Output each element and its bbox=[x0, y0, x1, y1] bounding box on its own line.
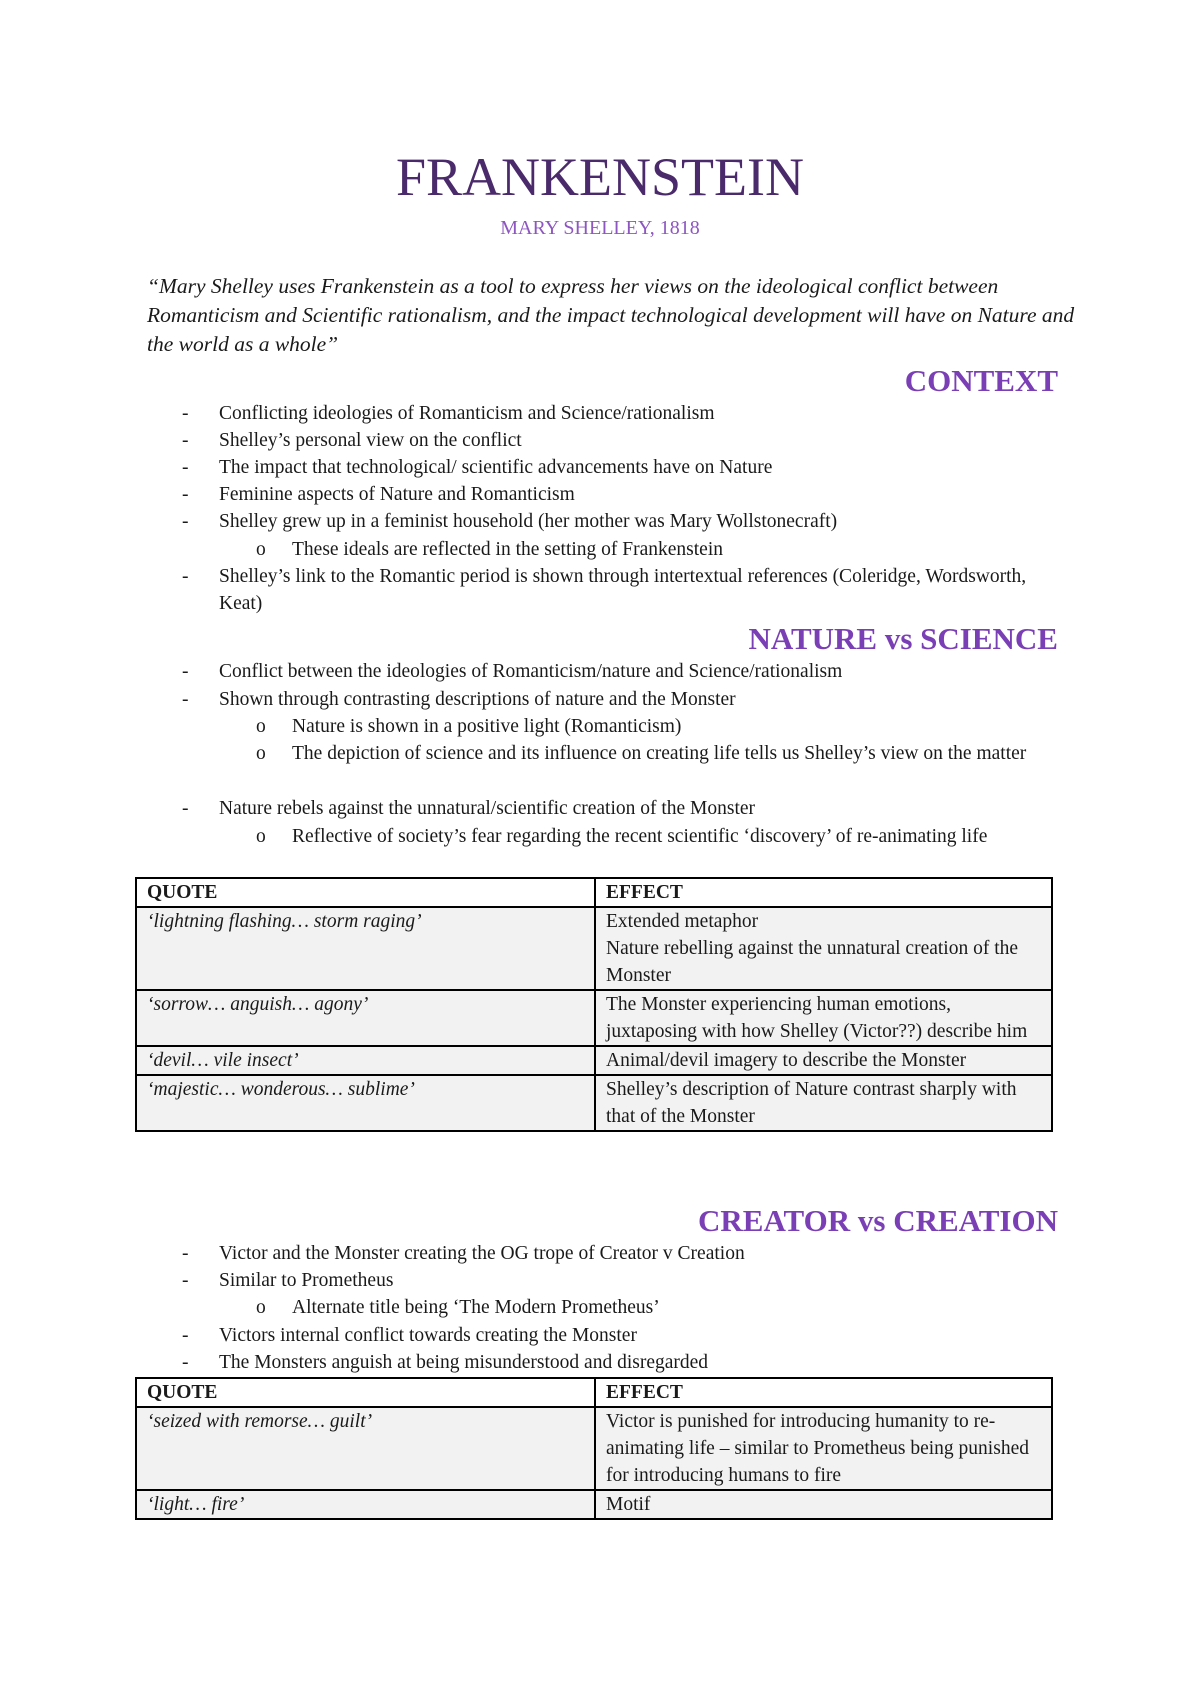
effect-cell: Animal/devil imagery to describe the Monster bbox=[595, 1046, 1052, 1075]
list-bullet: - bbox=[182, 403, 189, 424]
list-item: Feminine aspects of Nature and Romanticism bbox=[219, 484, 575, 505]
list-bullet: - bbox=[182, 1270, 189, 1291]
table-row bbox=[136, 1490, 1052, 1519]
list-sub-bullet: o bbox=[256, 743, 266, 764]
table-header-row bbox=[136, 1378, 1052, 1407]
quote-cell: ‘light… fire’ bbox=[136, 1490, 595, 1519]
creator-quote-table bbox=[135, 1377, 1053, 1520]
list-bullet: - bbox=[182, 689, 189, 710]
list-item: Nature rebels against the unnatural/scientific creation of the Monster bbox=[219, 798, 756, 819]
list-bullet: - bbox=[182, 798, 189, 819]
list-item: Conflicting ideologies of Romanticism and Science/rationalism bbox=[219, 403, 715, 424]
table-row bbox=[136, 907, 1052, 990]
column-header-effect: EFFECT bbox=[595, 1378, 1052, 1407]
list-bullet: - bbox=[182, 566, 189, 587]
list-bullet: - bbox=[182, 430, 189, 451]
effect-cell: Extended metaphor Nature rebelling against the unnatural creation of the Monster bbox=[595, 907, 1052, 990]
list-item: Shelley’s link to the Romantic period is shown through intertextual references (Coleridge, Wordsworth, Keat) bbox=[219, 566, 1027, 614]
list-item: Shelley grew up in a feminist household (her mother was Mary Wollstonecraft) bbox=[219, 511, 838, 532]
list-item: Shown through contrasting descriptions of nature and the Monster bbox=[219, 689, 736, 710]
table-row bbox=[136, 1407, 1052, 1490]
effect-cell: Victor is punished for introducing humanity to re-animating life – similar to Prometheus being punished for introducing humans to fire bbox=[595, 1407, 1052, 1490]
thesis-statement: “Mary Shelley uses Frankenstein as a tool to express her views on the ideological conflict between Romanticism and Scientific rationalism, and the impact technological development will have on Nature and the world as a whole” bbox=[147, 274, 1075, 356]
list-bullet: - bbox=[182, 511, 189, 532]
table-row bbox=[136, 1075, 1052, 1131]
list-sub-item: Alternate title being ‘The Modern Prometheus’ bbox=[292, 1297, 660, 1318]
quote-cell: ‘seized with remorse… guilt’ bbox=[136, 1407, 595, 1490]
document-subtitle: MARY SHELLEY, 1818 bbox=[500, 217, 700, 239]
effect-cell: Motif bbox=[595, 1490, 1052, 1519]
list-sub-item: Reflective of society’s fear regarding the recent scientific ‘discovery’ of re-animating life bbox=[292, 826, 988, 847]
list-bullet: - bbox=[182, 1352, 189, 1373]
section-heading-nature-vs-science: NATURE vs SCIENCE bbox=[748, 621, 1058, 656]
list-bullet: - bbox=[182, 1325, 189, 1346]
column-header-quote: QUOTE bbox=[136, 878, 595, 907]
list-bullet: - bbox=[182, 661, 189, 682]
table-row bbox=[136, 990, 1052, 1046]
document-title: FRANKENSTEIN bbox=[395, 147, 804, 207]
section-heading-context: CONTEXT bbox=[904, 363, 1058, 398]
table-header-row bbox=[136, 878, 1052, 907]
list-item: The Monsters anguish at being misunderstood and disregarded bbox=[219, 1352, 709, 1373]
list-item: Victors internal conflict towards creating the Monster bbox=[219, 1325, 637, 1346]
list-sub-item: Nature is shown in a positive light (Romanticism) bbox=[292, 716, 682, 737]
list-bullet: - bbox=[182, 457, 189, 478]
table-row bbox=[136, 1046, 1052, 1075]
list-item: Conflict between the ideologies of Romanticism/nature and Science/rationalism bbox=[219, 661, 843, 682]
column-header-quote: QUOTE bbox=[136, 1378, 595, 1407]
quote-cell: ‘devil… vile insect’ bbox=[136, 1046, 595, 1075]
list-item: Similar to Prometheus bbox=[219, 1270, 394, 1291]
section-heading-creator-vs-creation: CREATOR vs CREATION bbox=[698, 1203, 1058, 1238]
column-header-effect: EFFECT bbox=[595, 878, 1052, 907]
quote-cell: ‘lightning flashing… storm raging’ bbox=[136, 907, 595, 990]
list-sub-bullet: o bbox=[256, 1297, 266, 1318]
nature-quote-table bbox=[135, 877, 1053, 1132]
effect-cell: Shelley’s description of Nature contrast sharply with that of the Monster bbox=[595, 1075, 1052, 1131]
list-item: The impact that technological/ scientific advancements have on Nature bbox=[219, 457, 773, 478]
list-sub-item: The depiction of science and its influence on creating life tells us Shelley’s view on the matter bbox=[292, 743, 1027, 764]
list-bullet: - bbox=[182, 1243, 189, 1264]
list-sub-item: These ideals are reflected in the setting of Frankenstein bbox=[292, 539, 723, 560]
list-sub-bullet: o bbox=[256, 826, 266, 847]
list-sub-bullet: o bbox=[256, 539, 266, 560]
list-item: Victor and the Monster creating the OG trope of Creator v Creation bbox=[219, 1243, 745, 1264]
effect-cell: The Monster experiencing human emotions, juxtaposing with how Shelley (Victor??) describe him bbox=[595, 990, 1052, 1046]
list-item: Shelley’s personal view on the conflict bbox=[219, 430, 522, 451]
list-bullet: - bbox=[182, 484, 189, 505]
quote-cell: ‘majestic… wonderous… sublime’ bbox=[136, 1075, 595, 1131]
list-sub-bullet: o bbox=[256, 716, 266, 737]
quote-cell: ‘sorrow… anguish… agony’ bbox=[136, 990, 595, 1046]
